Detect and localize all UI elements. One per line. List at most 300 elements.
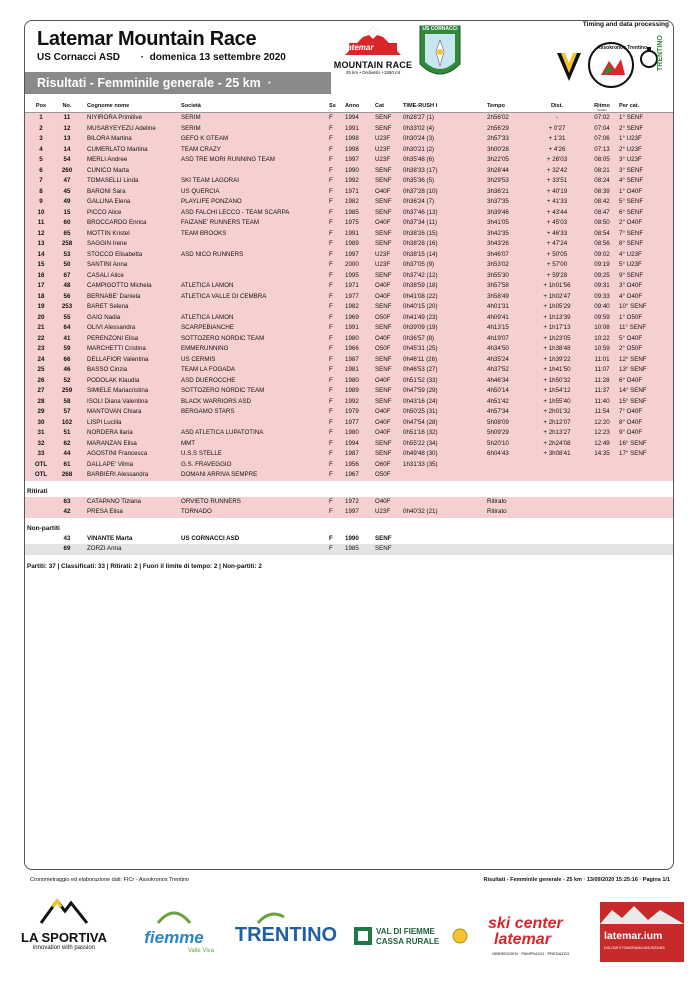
table-row bbox=[25, 239, 674, 250]
cell-name: CAMPIGOTTO Michela bbox=[87, 282, 152, 289]
cell-pace: 12:20 bbox=[594, 418, 610, 426]
cell-bib: 63 bbox=[63, 497, 71, 505]
cell-bib: 61 bbox=[63, 460, 71, 468]
cell-year: 1982 bbox=[345, 198, 359, 205]
cell-gap: + 2h01'32 bbox=[543, 408, 571, 415]
cell-bib: 41 bbox=[63, 334, 71, 342]
latemarium-text: latemar.ium bbox=[604, 930, 663, 942]
cell-gap: + 1h05'29 bbox=[543, 303, 571, 310]
la-sportiva-text: LA SPORTIVA bbox=[21, 930, 107, 945]
cell-bib: 43 bbox=[63, 534, 71, 542]
cell-name: PICCO Alice bbox=[87, 208, 122, 216]
cell-cat-rank: 2° U23F bbox=[619, 145, 642, 153]
cell-time: 4h19'07 bbox=[487, 334, 509, 342]
cell-name: DALLAPE' Vilma bbox=[87, 460, 134, 468]
cell-time-rush: 0h40'32 (21) bbox=[403, 508, 438, 515]
cell-sex: F bbox=[329, 271, 333, 279]
cell-pace: 14:35 bbox=[594, 450, 610, 457]
cell-time: 3h29'53 bbox=[487, 177, 509, 184]
cell-sex: F bbox=[329, 418, 333, 426]
table-row bbox=[25, 407, 674, 418]
table-row bbox=[25, 323, 674, 334]
cell-pos: 30 bbox=[37, 418, 45, 426]
cell-time-rush: 0h46'11 (26) bbox=[403, 355, 438, 363]
cell-pos: 4 bbox=[39, 145, 43, 153]
cell-sex: F bbox=[329, 429, 333, 436]
cell-year: 1997 bbox=[345, 156, 359, 163]
cell-cat: O40F bbox=[375, 376, 391, 384]
cell-gap: + 1h55'40 bbox=[543, 397, 571, 405]
cell-year: 1990 bbox=[345, 534, 359, 542]
cell-year: 1966 bbox=[345, 345, 359, 352]
cell-bib: 55 bbox=[63, 313, 71, 321]
cell-pos: 5 bbox=[39, 156, 43, 163]
ski-center-text: ski center bbox=[488, 915, 563, 932]
cell-pos: OTL bbox=[34, 471, 48, 478]
col-header-pace: Ritmo bbox=[594, 103, 610, 109]
cell-pace: 07:02 bbox=[594, 114, 610, 121]
cell-cat-rank: 1° SENF bbox=[619, 114, 644, 121]
cell-club: BERGAMO STARS bbox=[181, 408, 235, 415]
cell-name: DELLAFIOR Valentina bbox=[87, 355, 149, 363]
cell-sex: F bbox=[329, 124, 333, 132]
cell-time: 3h53'02 bbox=[487, 261, 509, 268]
cell-bib: 45 bbox=[63, 187, 71, 195]
cell-pace: 09:33 bbox=[594, 292, 610, 300]
cell-bib: 51 bbox=[63, 429, 71, 436]
cell-pace: 12:49 bbox=[594, 439, 610, 447]
table-row bbox=[25, 449, 674, 460]
cell-pos: 16 bbox=[37, 271, 45, 279]
cell-time: 3h28'44 bbox=[487, 166, 509, 174]
sponsor-cassa-rurale bbox=[352, 895, 470, 965]
cell-bib: 15 bbox=[63, 208, 71, 216]
cell-time-rush: 0h38'33 (17) bbox=[403, 166, 438, 174]
cell-pace: 09:02 bbox=[594, 250, 610, 258]
cell-gap: + 47'24 bbox=[546, 240, 568, 247]
cell-pos: 13 bbox=[37, 240, 45, 247]
cell-pos: 21 bbox=[37, 324, 45, 331]
cell-gap: + 1h41'50 bbox=[543, 366, 571, 373]
table-row bbox=[25, 470, 674, 481]
cell-time-rush: 0h37'46 (13) bbox=[403, 208, 438, 216]
cell-cat: O40F bbox=[375, 429, 391, 436]
cell-club: ASD DUEROCCHE bbox=[181, 376, 236, 384]
cell-pace: 11:40 bbox=[594, 397, 610, 405]
cell-gap: + 1h13'39 bbox=[543, 313, 571, 321]
cell-time-rush: 0h37'34 (11) bbox=[403, 219, 438, 226]
cell-sex: F bbox=[329, 355, 333, 363]
cell-year: 1980 bbox=[345, 334, 359, 342]
cell-pos: 2 bbox=[39, 124, 43, 132]
cell-cat-rank: 1° U23F bbox=[619, 135, 642, 142]
cell-cat-rank: 9° SENF bbox=[619, 271, 644, 279]
cell-name: CUMERLATO Martina bbox=[87, 145, 148, 153]
col-header-pos: Pos bbox=[35, 103, 47, 109]
cell-cat-rank: 4° O40F bbox=[619, 292, 643, 300]
col-header-time: Tempo bbox=[487, 103, 505, 109]
table-row bbox=[25, 507, 674, 518]
cell-club: G.S. FRAVEGGIO bbox=[181, 460, 232, 468]
cell-sex: F bbox=[329, 508, 333, 515]
cell-name: BILORA Martina bbox=[87, 135, 132, 142]
cell-cat-rank: 11° SENF bbox=[619, 324, 647, 331]
cell-cat-rank: 17° SENF bbox=[619, 450, 647, 457]
cell-sex: F bbox=[329, 114, 333, 121]
footer-credits: Cronometraggio ed elaborazione dati: FICr - Assokronos Trentino bbox=[30, 877, 189, 883]
cell-gap: + 33'51 bbox=[546, 177, 568, 184]
cell-time: 5h08'09 bbox=[487, 418, 509, 426]
cell-name: SIMIELE Mariacristina bbox=[87, 387, 149, 394]
cell-pace: 11:28 bbox=[594, 376, 610, 384]
cell-club: US CORNACCI ASD bbox=[181, 534, 240, 542]
cell-time-rush: 0h38'26 (15) bbox=[403, 229, 438, 237]
cell-pace: 10:22 bbox=[594, 334, 610, 342]
cell-cat: O40F bbox=[375, 187, 391, 195]
cell-sex: F bbox=[329, 135, 333, 142]
sponsor-ski-center-latemar bbox=[484, 895, 588, 965]
cell-cat: O40F bbox=[375, 282, 391, 289]
cell-bib: 47 bbox=[63, 177, 71, 184]
cell-club: SOTTOZERO NORDIC TEAM bbox=[181, 387, 265, 394]
cell-pace: 08:56 bbox=[594, 240, 610, 247]
cell-time-rush: 0h30'24 (3) bbox=[403, 135, 435, 142]
cell-sex: F bbox=[329, 292, 333, 300]
table-row bbox=[25, 176, 674, 187]
cell-club: TEAM LA FOGADA bbox=[181, 366, 235, 373]
cell-sex: F bbox=[329, 261, 333, 268]
cell-time-rush: 0h47'59 (29) bbox=[403, 387, 438, 394]
cell-year: 1985 bbox=[345, 545, 359, 552]
cell-time: 4h46'34 bbox=[487, 376, 509, 384]
cell-time-rush: 0h45'31 (25) bbox=[403, 345, 438, 352]
cell-gap: - bbox=[555, 114, 559, 121]
sponsor-la-sportiva bbox=[14, 895, 114, 965]
cell-pace: 08:05 bbox=[594, 156, 610, 163]
cell-cat: U23F bbox=[375, 135, 391, 142]
cell-time: 3h46'07 bbox=[487, 250, 509, 258]
cell-pace: 11:54 bbox=[594, 408, 610, 415]
cell-bib: 14 bbox=[63, 145, 71, 153]
cell-year: 1967 bbox=[345, 471, 359, 478]
table-row bbox=[25, 292, 674, 303]
cell-year: 1994 bbox=[345, 439, 359, 447]
cell-pos: 1 bbox=[39, 114, 43, 121]
cell-name: BARBIERI Alessandra bbox=[87, 471, 149, 478]
cell-cat-rank: 12° SENF bbox=[619, 355, 647, 363]
cell-bib: 69 bbox=[63, 545, 71, 552]
cell-cat-rank: 6° O40F bbox=[619, 376, 643, 384]
cell-bib: 42 bbox=[63, 508, 71, 515]
cell-year: 1997 bbox=[345, 250, 359, 258]
race-title: Latemar Mountain Race bbox=[37, 28, 257, 50]
cell-cat-rank: 2° O50F bbox=[619, 345, 643, 352]
cell-gap: + 43'44 bbox=[546, 208, 568, 216]
table-row bbox=[25, 250, 674, 261]
cell-name: BERNABE' Daniela bbox=[87, 292, 141, 300]
cell-cat: SENF bbox=[375, 450, 392, 457]
table-row bbox=[25, 271, 674, 282]
cell-sex: F bbox=[329, 534, 333, 542]
cell-time: 3h42'35 bbox=[487, 229, 509, 237]
cell-gap: + 1h39'22 bbox=[543, 355, 571, 363]
results-table bbox=[25, 101, 674, 570]
cell-cat-rank: 5° O40F bbox=[619, 334, 643, 342]
cell-sex: F bbox=[329, 497, 333, 505]
organizer: US Cornacci ASD bbox=[37, 52, 120, 63]
cell-time: 4h50'14 bbox=[487, 387, 509, 394]
cell-cat-rank: 5° SENF bbox=[619, 198, 644, 205]
cell-time-rush: 0h51'52 (33) bbox=[403, 376, 438, 384]
cassa-text-1: VAL DI FIEMME bbox=[376, 927, 435, 936]
cell-year: 1989 bbox=[345, 240, 359, 247]
cell-sex: F bbox=[329, 229, 333, 237]
cell-bib: 253 bbox=[61, 303, 73, 310]
cell-pace: 09:40 bbox=[594, 303, 610, 310]
cell-club: MMT bbox=[181, 439, 196, 447]
cell-cat-rank: 8° O40F bbox=[619, 418, 643, 426]
cell-cat-rank: 3° U23F bbox=[619, 156, 642, 163]
table-header bbox=[25, 101, 674, 113]
cell-name: GALLINA Elena bbox=[87, 198, 131, 205]
fiemme-sub: Valle Viva bbox=[187, 948, 214, 954]
sponsor-trentino bbox=[232, 895, 340, 965]
cell-name: TOMASELLI Linda bbox=[87, 177, 139, 184]
cell-gap: + 2h12'07 bbox=[543, 418, 571, 426]
cell-club: TORNADO bbox=[181, 508, 212, 515]
cell-sex: F bbox=[329, 303, 333, 310]
cell-cat-rank: 13° SENF bbox=[619, 366, 647, 373]
cell-name: PODOLAK Klaudia bbox=[87, 376, 140, 384]
cell-cat: SENF bbox=[375, 177, 392, 184]
cell-pos: 6 bbox=[39, 166, 43, 174]
la-sportiva-mountain-icon bbox=[39, 895, 89, 925]
cell-bib: 54 bbox=[63, 156, 71, 163]
cell-pace: 08:24 bbox=[594, 177, 610, 184]
cell-time: 4h09'41 bbox=[487, 313, 509, 321]
cell-cat: U23F bbox=[375, 261, 391, 268]
cell-name: MARANZAN Elisa bbox=[87, 439, 137, 447]
cell-cat: SENF bbox=[375, 208, 392, 216]
table-row bbox=[25, 208, 674, 219]
ritirati-rows bbox=[25, 497, 674, 518]
cell-time-rush: 1h31'33 (35) bbox=[403, 460, 438, 468]
section-non-partiti: Non-partiti bbox=[27, 524, 60, 532]
cell-name: BROCCARDO Enrica bbox=[87, 219, 147, 226]
cassa-rurale-logo-icon bbox=[354, 927, 372, 945]
cell-bib: 46 bbox=[63, 366, 71, 373]
cell-bib: 48 bbox=[63, 282, 71, 289]
cell-time-rush: 0h41'49 (23) bbox=[403, 313, 438, 321]
cell-time-rush: 0h47'54 (28) bbox=[403, 418, 438, 426]
cell-club: DOMANI ARRIVA SEMPRE bbox=[181, 471, 258, 478]
cell-bib: 12 bbox=[63, 124, 71, 132]
cell-gap: + 1h17'13 bbox=[543, 324, 571, 331]
cell-club: ATLETICA LAMON bbox=[181, 282, 234, 289]
cell-sex: F bbox=[329, 366, 333, 373]
cell-cat: SENF bbox=[375, 534, 392, 542]
cell-cat: O50F bbox=[375, 313, 391, 321]
table-row bbox=[25, 376, 674, 387]
cell-pace: 07:06 bbox=[594, 135, 610, 142]
cell-cat: O40F bbox=[375, 219, 391, 226]
race-date: · domenica 13 settembre 2020 bbox=[140, 52, 286, 63]
cell-time: Ritirato bbox=[487, 508, 507, 515]
cell-gap: + 46'33 bbox=[546, 229, 568, 237]
table-row bbox=[25, 302, 674, 313]
cell-bib: 64 bbox=[63, 324, 71, 331]
cell-cat-rank: 3° O40F bbox=[619, 282, 643, 289]
cell-pos: 15 bbox=[37, 261, 45, 268]
cell-cat: SENF bbox=[375, 324, 392, 331]
table-row bbox=[25, 134, 674, 145]
table-row bbox=[25, 166, 674, 177]
cell-time-rush: 0h46'53 (27) bbox=[403, 366, 438, 373]
fiemme-leaf-icon bbox=[154, 903, 194, 925]
cell-club: ORVIETO RUNNERS bbox=[181, 497, 241, 505]
cell-time-rush: 0h37'28 (10) bbox=[403, 187, 438, 195]
cell-sex: F bbox=[329, 240, 333, 247]
col-header-year: Anno bbox=[345, 103, 360, 109]
cell-name: CASALI Alice bbox=[87, 271, 124, 279]
cell-club: ASD FALCHI LECCO - TEAM SCARPA bbox=[181, 208, 290, 216]
table-row bbox=[25, 334, 674, 345]
cell-gap: + 45'03 bbox=[546, 219, 568, 226]
cell-cat-rank: 7° O40F bbox=[619, 408, 643, 415]
cell-pace: 08:54 bbox=[594, 229, 610, 237]
cell-sex: F bbox=[329, 313, 333, 321]
cell-name: STOCCO Elisabetta bbox=[87, 250, 143, 258]
cell-pos: 29 bbox=[37, 408, 45, 415]
table-row bbox=[25, 187, 674, 198]
cell-pace: 12:23 bbox=[594, 429, 610, 436]
cell-year: 1991 bbox=[345, 124, 359, 132]
cell-time: 3h22'05 bbox=[487, 156, 509, 163]
cell-pos: 24 bbox=[37, 355, 45, 363]
cell-time-rush: 0h51'16 (32) bbox=[403, 429, 438, 436]
cell-name: VINANTE Marta bbox=[87, 534, 133, 542]
cell-bib: 62 bbox=[63, 439, 71, 447]
cell-year: 1998 bbox=[345, 135, 359, 142]
cell-year: 1980 bbox=[345, 429, 359, 436]
cell-club: EMMERUNNING bbox=[181, 345, 229, 352]
cell-time-rush: 0h28'27 (1) bbox=[403, 114, 435, 121]
cell-sex: F bbox=[329, 460, 333, 468]
cell-cat-rank: 3° SENF bbox=[619, 166, 644, 174]
cell-time: 3h37'35 bbox=[487, 198, 509, 205]
ski-center-sub: OBEREGGEN · PAMPEAGO · PREDAZZO bbox=[492, 951, 570, 956]
col-header-club: Società bbox=[181, 103, 201, 109]
cell-name: AGOSTINI Francesca bbox=[87, 450, 148, 457]
cell-pos: 9 bbox=[39, 198, 43, 205]
cell-year: 1994 bbox=[345, 114, 359, 121]
cell-year: 1971 bbox=[345, 282, 359, 289]
cell-bib: 260 bbox=[61, 166, 73, 174]
table-row bbox=[25, 113, 674, 124]
cell-pace: 09:25 bbox=[594, 271, 610, 279]
trentino-swoosh-icon bbox=[256, 909, 286, 925]
mountain-race-sub: 25 km • Dislivello +1550 mt bbox=[345, 70, 401, 75]
cell-cat-rank: 6° SENF bbox=[619, 208, 644, 216]
cell-cat-rank: 9° O40F bbox=[619, 429, 643, 436]
cell-bib: 67 bbox=[63, 271, 71, 279]
cell-time-rush: 0h38'59 (18) bbox=[403, 282, 438, 289]
cell-pos: 17 bbox=[37, 282, 45, 289]
cell-year: 1981 bbox=[345, 366, 359, 373]
cell-time-rush: 0h35'36 (5) bbox=[403, 177, 435, 184]
cell-gap: + 3h08'41 bbox=[543, 450, 571, 457]
cell-time: 3h43'26 bbox=[487, 240, 509, 247]
cell-time-rush: 0h49'48 (30) bbox=[403, 450, 438, 457]
cell-bib: 65 bbox=[63, 229, 71, 237]
table-row bbox=[25, 497, 674, 508]
col-header-gap: Dist. bbox=[550, 103, 564, 109]
shield-icon bbox=[417, 24, 463, 84]
trentino-side-label: TRENTINO bbox=[657, 35, 664, 71]
cell-year: 2000 bbox=[345, 261, 359, 268]
cell-sex: F bbox=[329, 450, 333, 457]
cell-gap: + 4'26 bbox=[548, 145, 566, 153]
cell-time: Ritirato bbox=[487, 497, 507, 505]
cell-club: US QUERCIA bbox=[181, 187, 220, 195]
cell-time-rush: 0h33'02 (4) bbox=[403, 124, 435, 132]
cell-club: ASD NICO RUNNERS bbox=[181, 250, 244, 258]
cell-year: 1985 bbox=[345, 208, 359, 216]
cell-pos: 7 bbox=[39, 177, 43, 184]
cell-year: 1987 bbox=[345, 450, 359, 457]
cell-pace: 08:42 bbox=[594, 198, 610, 205]
cell-pos: 33 bbox=[37, 450, 45, 457]
cell-name: BASSO Cinzia bbox=[87, 366, 128, 373]
cell-sex: F bbox=[329, 545, 333, 552]
cell-sex: F bbox=[329, 324, 333, 331]
table-row bbox=[25, 460, 674, 471]
cell-year: 1982 bbox=[345, 303, 359, 310]
cell-name: CATAPANO Tiziana bbox=[87, 497, 141, 505]
cell-gap: + 50'05 bbox=[546, 250, 568, 258]
cell-gap: + 2h24'08 bbox=[543, 439, 571, 447]
cell-cat-rank: 2° O40F bbox=[619, 219, 643, 226]
cell-gap: + 1h50'32 bbox=[543, 376, 571, 384]
cell-cat: O40F bbox=[375, 334, 391, 342]
race-subtitle bbox=[37, 52, 322, 63]
table-row bbox=[25, 439, 674, 450]
cell-bib: 102 bbox=[61, 418, 73, 426]
cell-cat: SENF bbox=[375, 229, 392, 237]
cell-sex: F bbox=[329, 208, 333, 216]
cell-gap: + 41'33 bbox=[546, 198, 568, 205]
cell-cat: SENF bbox=[375, 303, 392, 310]
latemarium-peaks-icon bbox=[600, 904, 684, 924]
cell-pos: 26 bbox=[37, 376, 45, 384]
cell-pace: 09:19 bbox=[594, 261, 610, 268]
cell-year: 1995 bbox=[345, 271, 359, 279]
cell-gap: + 57'00 bbox=[546, 261, 568, 268]
cell-club: FAIZANE' RUNNERS TEAM bbox=[181, 219, 260, 226]
cell-year: 1992 bbox=[345, 397, 359, 405]
results-sheet bbox=[24, 20, 674, 870]
cell-club: ASD TRE MORI RUNNING TEAM bbox=[181, 156, 275, 163]
cell-pos: OTL bbox=[34, 460, 48, 468]
cell-year: 1975 bbox=[345, 219, 359, 226]
cell-name: PRESA Elisa bbox=[87, 508, 123, 515]
mountain-race-logo bbox=[325, 25, 421, 85]
cell-sex: F bbox=[329, 387, 333, 394]
cell-sex: F bbox=[329, 156, 333, 163]
table-row bbox=[25, 229, 674, 240]
cell-gap: + 1h01'56 bbox=[543, 282, 571, 289]
cell-cat-rank: 1° O40F bbox=[619, 187, 643, 195]
